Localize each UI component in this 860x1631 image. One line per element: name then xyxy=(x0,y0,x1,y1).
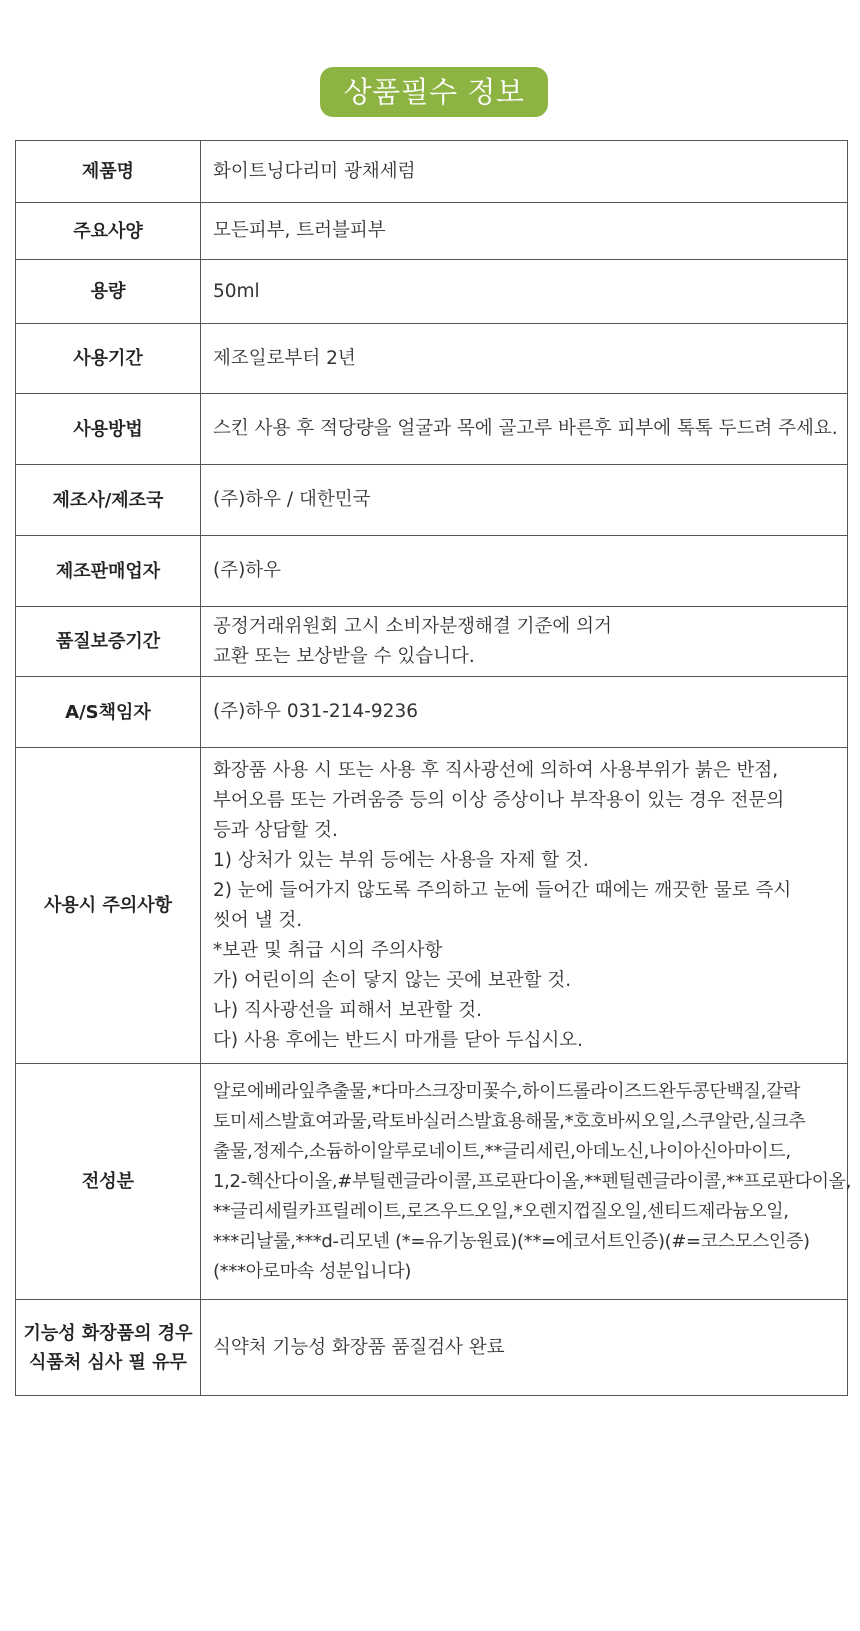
table-row xyxy=(16,677,848,748)
row-label-line: 제품명 xyxy=(81,161,135,182)
row-value xyxy=(201,465,848,536)
row-label-line: 품질보증기간 xyxy=(55,631,161,652)
row-value xyxy=(201,324,848,394)
row-label xyxy=(16,141,201,203)
page-title: 상품필수 정보 xyxy=(320,67,548,117)
row-value-line: 알로에베라잎추출물,*다마스크장미꽃수,하이드롤라이즈드완두콩단백질,갈락 xyxy=(213,1080,801,1102)
row-value xyxy=(201,394,848,465)
row-value-line: **글리세릴카프릴레이트,로즈우드오일,*오렌지껍질오일,센티드제라늄오일, xyxy=(213,1200,789,1222)
row-value-line: 출물,정제수,소듐하이알루로네이트,**글리세린,아데노신,나이아신아마이드, xyxy=(213,1140,791,1162)
table-row xyxy=(16,465,848,536)
row-value-line: 씻어 낼 것. xyxy=(213,909,303,931)
row-label-line: 식품처 심사 필 유무 xyxy=(29,1351,187,1373)
table-row xyxy=(16,203,848,260)
row-label-line: 사용시 주의사항 xyxy=(44,895,172,916)
row-label-line: 제조판매업자 xyxy=(55,560,161,582)
row-label-line: 용량 xyxy=(90,281,126,302)
table-row xyxy=(16,394,848,465)
row-label xyxy=(16,203,201,260)
row-value xyxy=(201,1300,848,1396)
table-row xyxy=(16,1300,848,1396)
row-value-line: (주)하우 / 대한민국 xyxy=(213,489,371,510)
row-value-line: 등과 상담할 것. xyxy=(213,819,338,841)
table-row xyxy=(16,748,848,1064)
row-value xyxy=(201,607,848,677)
row-value-line: 모든피부, 트러블피부 xyxy=(213,220,386,241)
table-row xyxy=(16,1064,848,1300)
row-value xyxy=(201,677,848,748)
row-label xyxy=(16,536,201,607)
row-label-line: 사용방법 xyxy=(73,418,143,440)
row-value-line: 토미세스발효여과물,락토바실러스발효용해물,*호호바씨오일,스쿠알란,실크추 xyxy=(213,1110,806,1132)
row-label-line: 기능성 화장품의 경우 xyxy=(23,1322,193,1344)
row-value-line: 1) 상처가 있는 부위 등에는 사용을 자제 할 것. xyxy=(213,849,589,871)
table-row xyxy=(16,536,848,607)
row-value-line: (***아로마속 성분입니다) xyxy=(213,1260,412,1282)
row-label-line: 전성분 xyxy=(81,1171,135,1192)
row-value xyxy=(201,1064,852,1300)
row-value-line: 다) 사용 후에는 반드시 마개를 닫아 두십시오. xyxy=(213,1029,584,1051)
row-value xyxy=(201,260,848,324)
row-value-line: 제조일로부터 2년 xyxy=(213,347,356,369)
row-label-line: 사용기간 xyxy=(73,348,143,369)
row-label xyxy=(16,677,201,748)
row-label xyxy=(16,324,201,394)
row-value-line: (주)하우 031-214-9236 xyxy=(213,701,418,722)
row-label xyxy=(16,1300,201,1396)
row-value-line: 나) 직사광선을 피해서 보관할 것. xyxy=(213,999,482,1021)
row-value xyxy=(201,536,848,607)
row-value xyxy=(201,748,848,1064)
row-value-line: 화이트닝다리미 광채세럼 xyxy=(213,160,416,182)
row-label xyxy=(16,748,201,1064)
row-value-line: 교환 또는 보상받을 수 있습니다. xyxy=(213,645,475,667)
row-value-line: 화장품 사용 시 또는 사용 후 직사광선에 의하여 사용부위가 붉은 반점, xyxy=(213,759,779,781)
row-value-line: 공정거래위원회 고시 소비자분쟁해결 기준에 의거 xyxy=(213,615,612,637)
row-value xyxy=(201,203,848,260)
table-row xyxy=(16,324,848,394)
row-label xyxy=(16,394,201,465)
row-value xyxy=(201,141,848,203)
row-value-line: 2) 눈에 들어가지 않도록 주의하고 눈에 들어간 때에는 깨끗한 물로 즉시 xyxy=(213,879,792,901)
row-value-line: (주)하우 xyxy=(213,560,282,581)
row-value-line: 50ml xyxy=(213,280,260,302)
row-label xyxy=(16,607,201,677)
row-label xyxy=(16,260,201,324)
row-value-line: ***리날룰,***d-리모넨 (*=유기농원료)(**=에코서트인증)(#=코스모스인증) xyxy=(213,1230,810,1252)
row-value-line: 스킨 사용 후 적당량을 얼굴과 목에 골고루 바른후 피부에 톡톡 두드려 주세요. xyxy=(213,418,838,439)
row-value-line: 식약처 기능성 화장품 품질검사 완료 xyxy=(213,1336,505,1358)
table-row xyxy=(16,607,848,677)
row-label xyxy=(16,1064,201,1300)
row-value-line: *보관 및 취급 시의 주의사항 xyxy=(213,939,443,961)
row-value-line: 부어오름 또는 가려움증 등의 이상 증상이나 부작용이 있는 경우 전문의 xyxy=(213,789,785,811)
row-label xyxy=(16,465,201,536)
row-label-line: 제조사/제조국 xyxy=(52,489,164,511)
row-label-line: 주요사양 xyxy=(73,220,143,242)
table-row xyxy=(16,260,848,324)
row-label-line: A/S책임자 xyxy=(65,701,151,723)
product-info-table xyxy=(15,140,852,1396)
row-value-line: 1,2-헥산다이올,#부틸렌글라이콜,프로판다이올,**펜틸렌글라이콜,**프로판다이올, xyxy=(213,1170,852,1192)
row-value-line: 가) 어린이의 손이 닿지 않는 곳에 보관할 것. xyxy=(213,969,572,991)
table-row xyxy=(16,141,848,203)
